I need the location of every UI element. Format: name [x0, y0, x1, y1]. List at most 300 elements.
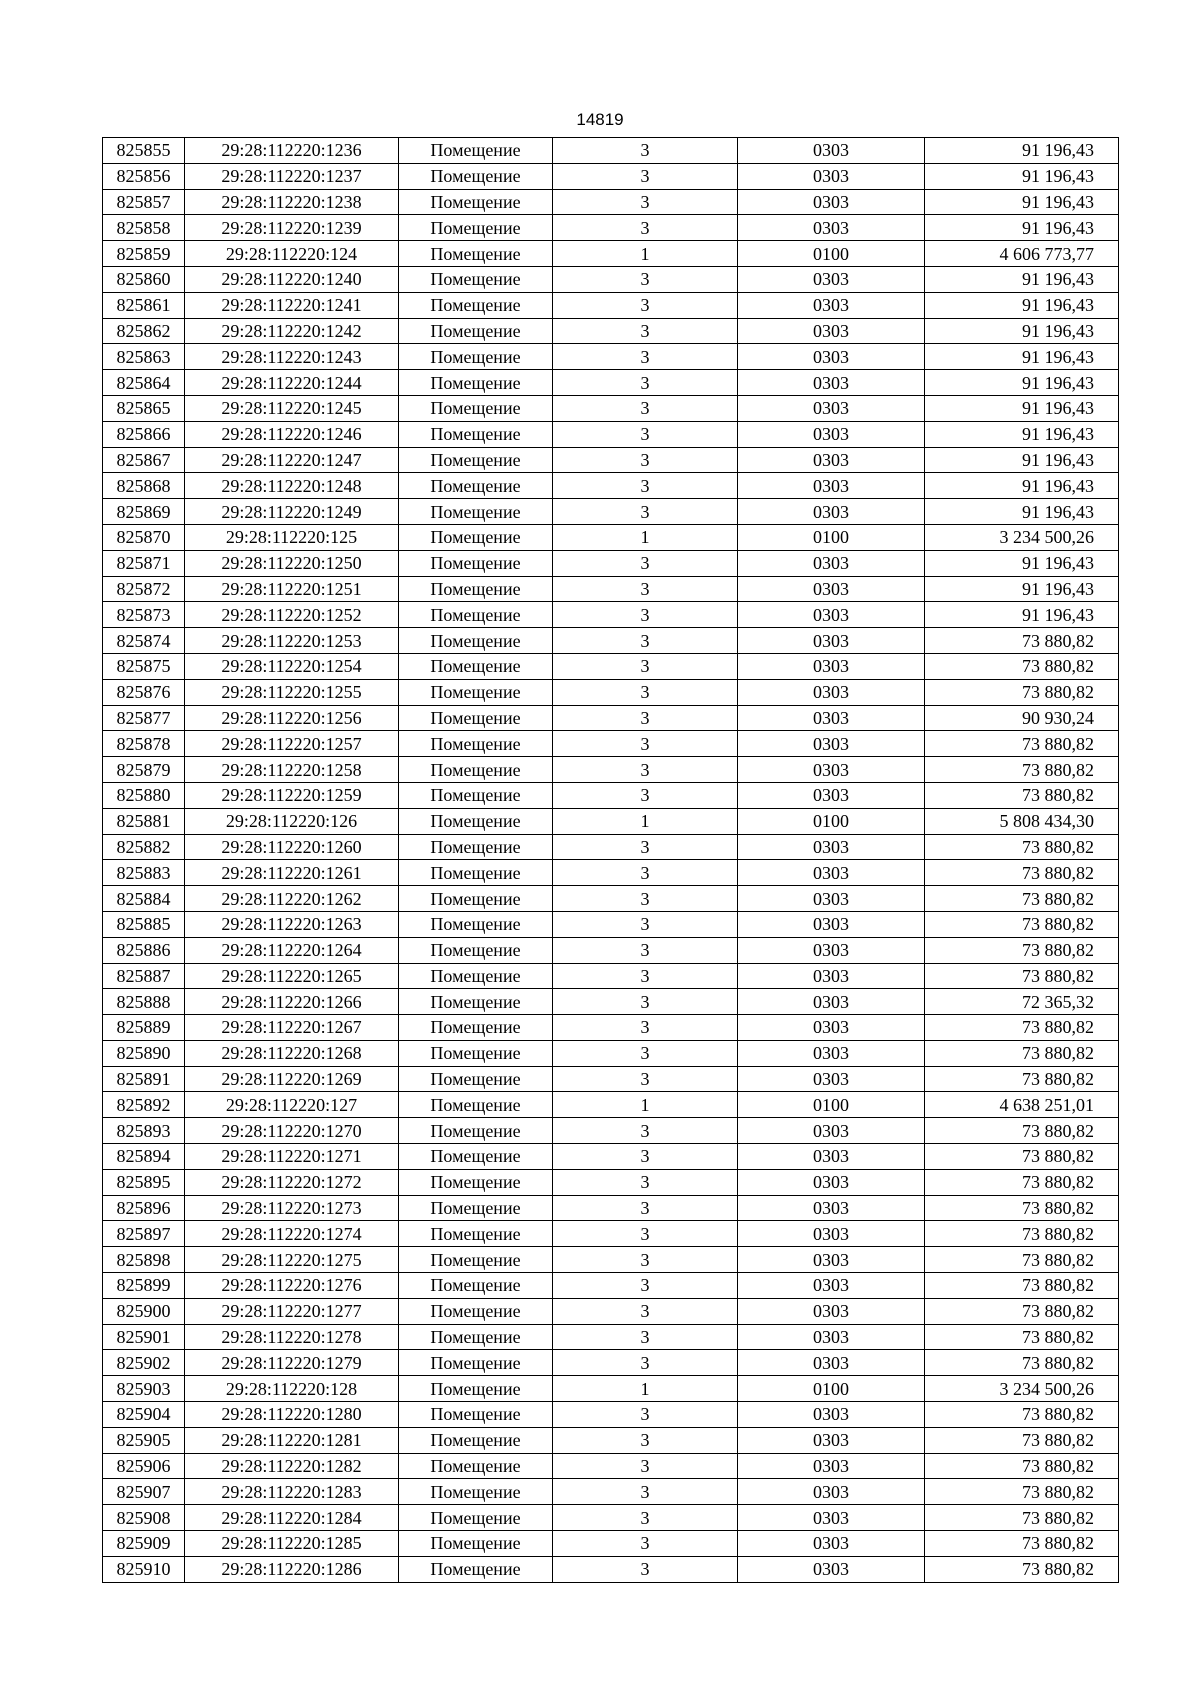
row-number-cell: 825866 [103, 421, 185, 447]
category-cell: 3 [553, 1453, 738, 1479]
value-cell: 91 196,43 [925, 266, 1119, 292]
table-row [103, 1015, 1119, 1041]
category-cell: 3 [553, 705, 738, 731]
value-cell: 73 880,82 [925, 860, 1119, 886]
object-type-cell: Помещение [399, 886, 553, 912]
code-cell: 0303 [738, 679, 925, 705]
category-cell: 3 [553, 628, 738, 654]
cadastral-number-cell: 29:28:112220:1238 [185, 189, 399, 215]
category-cell: 3 [553, 1040, 738, 1066]
table-row [103, 1350, 1119, 1376]
row-number-cell: 825857 [103, 189, 185, 215]
code-cell: 0303 [738, 937, 925, 963]
category-cell: 3 [553, 1427, 738, 1453]
value-cell: 91 196,43 [925, 163, 1119, 189]
cadastral-number-cell: 29:28:112220:1259 [185, 782, 399, 808]
table-row [103, 628, 1119, 654]
object-type-cell: Помещение [399, 241, 553, 267]
table-row [103, 1040, 1119, 1066]
object-type-cell: Помещение [399, 576, 553, 602]
table-row [103, 679, 1119, 705]
page-number: 14819 [576, 110, 624, 129]
row-number-cell: 825889 [103, 1015, 185, 1041]
table-row [103, 1092, 1119, 1118]
value-cell: 72 365,32 [925, 989, 1119, 1015]
code-cell: 0303 [738, 1066, 925, 1092]
code-cell: 0303 [738, 1324, 925, 1350]
table-row [103, 1066, 1119, 1092]
object-type-cell: Помещение [399, 370, 553, 396]
category-cell: 3 [553, 189, 738, 215]
code-cell: 0303 [738, 1556, 925, 1582]
code-cell: 0303 [738, 1273, 925, 1299]
category-cell: 3 [553, 499, 738, 525]
code-cell: 0303 [738, 1195, 925, 1221]
row-number-cell: 825862 [103, 318, 185, 344]
code-cell: 0100 [738, 241, 925, 267]
object-type-cell: Помещение [399, 499, 553, 525]
value-cell: 73 880,82 [925, 1040, 1119, 1066]
code-cell: 0303 [738, 1531, 925, 1557]
object-type-cell: Помещение [399, 1427, 553, 1453]
object-type-cell: Помещение [399, 1273, 553, 1299]
code-cell: 0303 [738, 757, 925, 783]
row-number-cell: 825891 [103, 1066, 185, 1092]
category-cell: 3 [553, 653, 738, 679]
row-number-cell: 825910 [103, 1556, 185, 1582]
cadastral-number-cell: 29:28:112220:1237 [185, 163, 399, 189]
row-number-cell: 825897 [103, 1221, 185, 1247]
cadastral-number-cell: 29:28:112220:1246 [185, 421, 399, 447]
category-cell: 3 [553, 1556, 738, 1582]
object-type-cell: Помещение [399, 1040, 553, 1066]
code-cell: 0303 [738, 189, 925, 215]
row-number-cell: 825883 [103, 860, 185, 886]
row-number-cell: 825868 [103, 473, 185, 499]
cadastral-number-cell: 29:28:112220:1245 [185, 395, 399, 421]
value-cell: 73 880,82 [925, 1350, 1119, 1376]
table-row [103, 370, 1119, 396]
row-number-cell: 825877 [103, 705, 185, 731]
row-number-cell: 825873 [103, 602, 185, 628]
row-number-cell: 825861 [103, 292, 185, 318]
category-cell: 3 [553, 1402, 738, 1428]
row-number-cell: 825887 [103, 963, 185, 989]
table-row [103, 1221, 1119, 1247]
row-number-cell: 825899 [103, 1273, 185, 1299]
category-cell: 3 [553, 1273, 738, 1299]
value-cell: 73 880,82 [925, 628, 1119, 654]
value-cell: 73 880,82 [925, 1453, 1119, 1479]
category-cell: 3 [553, 860, 738, 886]
cadastral-number-cell: 29:28:112220:1277 [185, 1298, 399, 1324]
category-cell: 3 [553, 1195, 738, 1221]
code-cell: 0303 [738, 1247, 925, 1273]
table-row [103, 808, 1119, 834]
object-type-cell: Помещение [399, 1505, 553, 1531]
category-cell: 3 [553, 1324, 738, 1350]
row-number-cell: 825908 [103, 1505, 185, 1531]
category-cell: 3 [553, 1015, 738, 1041]
code-cell: 0303 [738, 370, 925, 396]
category-cell: 3 [553, 550, 738, 576]
object-type-cell: Помещение [399, 1556, 553, 1582]
table-row [103, 1298, 1119, 1324]
category-cell: 3 [553, 1118, 738, 1144]
object-type-cell: Помещение [399, 447, 553, 473]
row-number-cell: 825880 [103, 782, 185, 808]
category-cell: 3 [553, 447, 738, 473]
value-cell: 73 880,82 [925, 757, 1119, 783]
value-cell: 3 234 500,26 [925, 1376, 1119, 1402]
code-cell: 0303 [738, 989, 925, 1015]
object-type-cell: Помещение [399, 834, 553, 860]
category-cell: 3 [553, 292, 738, 318]
object-type-cell: Помещение [399, 318, 553, 344]
cadastral-number-cell: 29:28:112220:1256 [185, 705, 399, 731]
code-cell: 0303 [738, 395, 925, 421]
row-number-cell: 825881 [103, 808, 185, 834]
cadastral-number-cell: 29:28:112220:1251 [185, 576, 399, 602]
code-cell: 0303 [738, 344, 925, 370]
code-cell: 0303 [738, 653, 925, 679]
cadastral-number-cell: 29:28:112220:1283 [185, 1479, 399, 1505]
object-type-cell: Помещение [399, 1350, 553, 1376]
cadastral-number-cell: 29:28:112220:1282 [185, 1453, 399, 1479]
row-number-cell: 825878 [103, 731, 185, 757]
row-number-cell: 825907 [103, 1479, 185, 1505]
object-type-cell: Помещение [399, 189, 553, 215]
table-row [103, 292, 1119, 318]
code-cell: 0303 [738, 886, 925, 912]
code-cell: 0303 [738, 576, 925, 602]
code-cell: 0303 [738, 318, 925, 344]
category-cell: 3 [553, 1169, 738, 1195]
value-cell: 4 606 773,77 [925, 241, 1119, 267]
cadastral-number-cell: 29:28:112220:1249 [185, 499, 399, 525]
value-cell: 73 880,82 [925, 1118, 1119, 1144]
table-row [103, 1376, 1119, 1402]
cadastral-number-cell: 29:28:112220:1258 [185, 757, 399, 783]
object-type-cell: Помещение [399, 782, 553, 808]
value-cell: 91 196,43 [925, 344, 1119, 370]
code-cell: 0303 [738, 1350, 925, 1376]
category-cell: 1 [553, 241, 738, 267]
value-cell: 90 930,24 [925, 705, 1119, 731]
cadastral-number-cell: 29:28:112220:1242 [185, 318, 399, 344]
object-type-cell: Помещение [399, 1453, 553, 1479]
table-row [103, 395, 1119, 421]
code-cell: 0303 [738, 1040, 925, 1066]
object-type-cell: Помещение [399, 1144, 553, 1170]
table-row [103, 1118, 1119, 1144]
cadastral-number-cell: 29:28:112220:124 [185, 241, 399, 267]
cadastral-number-cell: 29:28:112220:1275 [185, 1247, 399, 1273]
object-type-cell: Помещение [399, 292, 553, 318]
code-cell: 0303 [738, 1402, 925, 1428]
code-cell: 0303 [738, 266, 925, 292]
cadastral-number-cell: 29:28:112220:128 [185, 1376, 399, 1402]
row-number-cell: 825900 [103, 1298, 185, 1324]
value-cell: 73 880,82 [925, 1479, 1119, 1505]
category-cell: 3 [553, 886, 738, 912]
cadastral-number-cell: 29:28:112220:127 [185, 1092, 399, 1118]
cadastral-number-cell: 29:28:112220:1250 [185, 550, 399, 576]
row-number-cell: 825884 [103, 886, 185, 912]
cadastral-number-cell: 29:28:112220:1261 [185, 860, 399, 886]
row-number-cell: 825879 [103, 757, 185, 783]
object-type-cell: Помещение [399, 1015, 553, 1041]
cadastral-number-cell: 29:28:112220:1255 [185, 679, 399, 705]
cadastral-number-cell: 29:28:112220:1269 [185, 1066, 399, 1092]
object-type-cell: Помещение [399, 550, 553, 576]
cadastral-number-cell: 29:28:112220:1278 [185, 1324, 399, 1350]
object-type-cell: Помещение [399, 808, 553, 834]
cadastral-number-cell: 29:28:112220:1266 [185, 989, 399, 1015]
row-number-cell: 825860 [103, 266, 185, 292]
cadastral-number-cell: 29:28:112220:1243 [185, 344, 399, 370]
row-number-cell: 825904 [103, 1402, 185, 1428]
value-cell: 73 880,82 [925, 911, 1119, 937]
category-cell: 3 [553, 1221, 738, 1247]
object-type-cell: Помещение [399, 163, 553, 189]
row-number-cell: 825890 [103, 1040, 185, 1066]
value-cell: 91 196,43 [925, 550, 1119, 576]
cadastral-number-cell: 29:28:112220:1262 [185, 886, 399, 912]
category-cell: 1 [553, 1092, 738, 1118]
object-type-cell: Помещение [399, 215, 553, 241]
row-number-cell: 825893 [103, 1118, 185, 1144]
object-type-cell: Помещение [399, 1402, 553, 1428]
value-cell: 91 196,43 [925, 447, 1119, 473]
value-cell: 73 880,82 [925, 937, 1119, 963]
table-row [103, 1427, 1119, 1453]
row-number-cell: 825859 [103, 241, 185, 267]
cadastral-number-cell: 29:28:112220:1276 [185, 1273, 399, 1299]
value-cell: 73 880,82 [925, 1427, 1119, 1453]
table-row [103, 757, 1119, 783]
cadastral-number-cell: 29:28:112220:1267 [185, 1015, 399, 1041]
value-cell: 91 196,43 [925, 576, 1119, 602]
value-cell: 3 234 500,26 [925, 524, 1119, 550]
value-cell: 91 196,43 [925, 395, 1119, 421]
object-type-cell: Помещение [399, 1195, 553, 1221]
object-type-cell: Помещение [399, 937, 553, 963]
table-row [103, 1453, 1119, 1479]
code-cell: 0303 [738, 1453, 925, 1479]
code-cell: 0303 [738, 705, 925, 731]
value-cell: 73 880,82 [925, 679, 1119, 705]
object-type-cell: Помещение [399, 344, 553, 370]
table-row [103, 911, 1119, 937]
value-cell: 91 196,43 [925, 473, 1119, 499]
cadastral-number-cell: 29:28:112220:1257 [185, 731, 399, 757]
cadastral-number-cell: 29:28:112220:1281 [185, 1427, 399, 1453]
category-cell: 3 [553, 1066, 738, 1092]
table-row [103, 1402, 1119, 1428]
value-cell: 73 880,82 [925, 1015, 1119, 1041]
table-row [103, 576, 1119, 602]
object-type-cell: Помещение [399, 1169, 553, 1195]
code-cell: 0303 [738, 1015, 925, 1041]
value-cell: 73 880,82 [925, 1221, 1119, 1247]
cadastral-number-cell: 29:28:112220:1265 [185, 963, 399, 989]
cadastral-number-cell: 29:28:112220:1274 [185, 1221, 399, 1247]
row-number-cell: 825874 [103, 628, 185, 654]
value-cell: 91 196,43 [925, 318, 1119, 344]
code-cell: 0303 [738, 138, 925, 164]
row-number-cell: 825875 [103, 653, 185, 679]
value-cell: 73 880,82 [925, 834, 1119, 860]
cadastral-number-cell: 29:28:112220:1273 [185, 1195, 399, 1221]
value-cell: 73 880,82 [925, 653, 1119, 679]
cadastral-number-cell: 29:28:112220:1264 [185, 937, 399, 963]
value-cell: 73 880,82 [925, 1273, 1119, 1299]
value-cell: 91 196,43 [925, 421, 1119, 447]
table-body [103, 138, 1119, 1583]
category-cell: 3 [553, 1350, 738, 1376]
category-cell: 3 [553, 1505, 738, 1531]
category-cell: 3 [553, 370, 738, 396]
code-cell: 0303 [738, 473, 925, 499]
category-cell: 3 [553, 963, 738, 989]
category-cell: 3 [553, 576, 738, 602]
object-type-cell: Помещение [399, 524, 553, 550]
table-row [103, 189, 1119, 215]
table-row [103, 241, 1119, 267]
table-row [103, 782, 1119, 808]
cadastral-number-cell: 29:28:112220:1244 [185, 370, 399, 396]
object-type-cell: Помещение [399, 860, 553, 886]
row-number-cell: 825901 [103, 1324, 185, 1350]
category-cell: 3 [553, 138, 738, 164]
cadastral-number-cell: 29:28:112220:1271 [185, 1144, 399, 1170]
table-row [103, 215, 1119, 241]
value-cell: 73 880,82 [925, 1195, 1119, 1221]
row-number-cell: 825895 [103, 1169, 185, 1195]
code-cell: 0303 [738, 1427, 925, 1453]
code-cell: 0100 [738, 1092, 925, 1118]
row-number-cell: 825870 [103, 524, 185, 550]
category-cell: 3 [553, 1479, 738, 1505]
row-number-cell: 825865 [103, 395, 185, 421]
object-type-cell: Помещение [399, 679, 553, 705]
row-number-cell: 825898 [103, 1247, 185, 1273]
value-cell: 73 880,82 [925, 1324, 1119, 1350]
object-type-cell: Помещение [399, 963, 553, 989]
code-cell: 0303 [738, 292, 925, 318]
category-cell: 3 [553, 163, 738, 189]
value-cell: 73 880,82 [925, 782, 1119, 808]
category-cell: 3 [553, 1298, 738, 1324]
object-type-cell: Помещение [399, 1531, 553, 1557]
table-row [103, 1556, 1119, 1582]
value-cell: 73 880,82 [925, 1402, 1119, 1428]
table-row [103, 1247, 1119, 1273]
code-cell: 0303 [738, 1298, 925, 1324]
object-type-cell: Помещение [399, 1092, 553, 1118]
table-row [103, 1531, 1119, 1557]
category-cell: 3 [553, 395, 738, 421]
table-row [103, 138, 1119, 164]
table-row [103, 1144, 1119, 1170]
code-cell: 0303 [738, 215, 925, 241]
category-cell: 3 [553, 602, 738, 628]
cadastral-number-cell: 29:28:112220:1248 [185, 473, 399, 499]
table-row [103, 499, 1119, 525]
value-cell: 73 880,82 [925, 1144, 1119, 1170]
row-number-cell: 825894 [103, 1144, 185, 1170]
value-cell: 73 880,82 [925, 963, 1119, 989]
object-type-cell: Помещение [399, 602, 553, 628]
value-cell: 73 880,82 [925, 1247, 1119, 1273]
value-cell: 5 808 434,30 [925, 808, 1119, 834]
table-row [103, 550, 1119, 576]
table-row [103, 344, 1119, 370]
value-cell: 91 196,43 [925, 370, 1119, 396]
category-cell: 3 [553, 937, 738, 963]
object-type-cell: Помещение [399, 705, 553, 731]
object-type-cell: Помещение [399, 138, 553, 164]
cadastral-number-cell: 29:28:112220:1247 [185, 447, 399, 473]
object-type-cell: Помещение [399, 395, 553, 421]
row-number-cell: 825892 [103, 1092, 185, 1118]
table-row [103, 524, 1119, 550]
cadastral-number-cell: 29:28:112220:1268 [185, 1040, 399, 1066]
cadastral-number-cell: 29:28:112220:126 [185, 808, 399, 834]
cadastral-number-cell: 29:28:112220:1279 [185, 1350, 399, 1376]
row-number-cell: 825909 [103, 1531, 185, 1557]
code-cell: 0303 [738, 447, 925, 473]
table-row [103, 318, 1119, 344]
table-row [103, 963, 1119, 989]
value-cell: 73 880,82 [925, 1556, 1119, 1582]
table-row [103, 860, 1119, 886]
table-row [103, 1324, 1119, 1350]
cadastral-number-cell: 29:28:112220:1280 [185, 1402, 399, 1428]
row-number-cell: 825905 [103, 1427, 185, 1453]
code-cell: 0100 [738, 524, 925, 550]
cadastral-number-cell: 29:28:112220:1240 [185, 266, 399, 292]
category-cell: 3 [553, 782, 738, 808]
code-cell: 0303 [738, 1479, 925, 1505]
row-number-cell: 825863 [103, 344, 185, 370]
object-type-cell: Помещение [399, 1324, 553, 1350]
code-cell: 0303 [738, 1169, 925, 1195]
category-cell: 3 [553, 1247, 738, 1273]
table-row [103, 421, 1119, 447]
value-cell: 73 880,82 [925, 886, 1119, 912]
code-cell: 0303 [738, 499, 925, 525]
value-cell: 4 638 251,01 [925, 1092, 1119, 1118]
cadastral-number-cell: 29:28:112220:1252 [185, 602, 399, 628]
table-row [103, 1195, 1119, 1221]
table-row [103, 1505, 1119, 1531]
code-cell: 0303 [738, 1221, 925, 1247]
value-cell: 73 880,82 [925, 1066, 1119, 1092]
category-cell: 3 [553, 421, 738, 447]
code-cell: 0303 [738, 963, 925, 989]
row-number-cell: 825858 [103, 215, 185, 241]
object-type-cell: Помещение [399, 1247, 553, 1273]
category-cell: 3 [553, 1531, 738, 1557]
cadastral-number-cell: 29:28:112220:1241 [185, 292, 399, 318]
value-cell: 91 196,43 [925, 189, 1119, 215]
object-type-cell: Помещение [399, 266, 553, 292]
cadastral-number-cell: 29:28:112220:1260 [185, 834, 399, 860]
category-cell: 3 [553, 1144, 738, 1170]
table-row [103, 653, 1119, 679]
